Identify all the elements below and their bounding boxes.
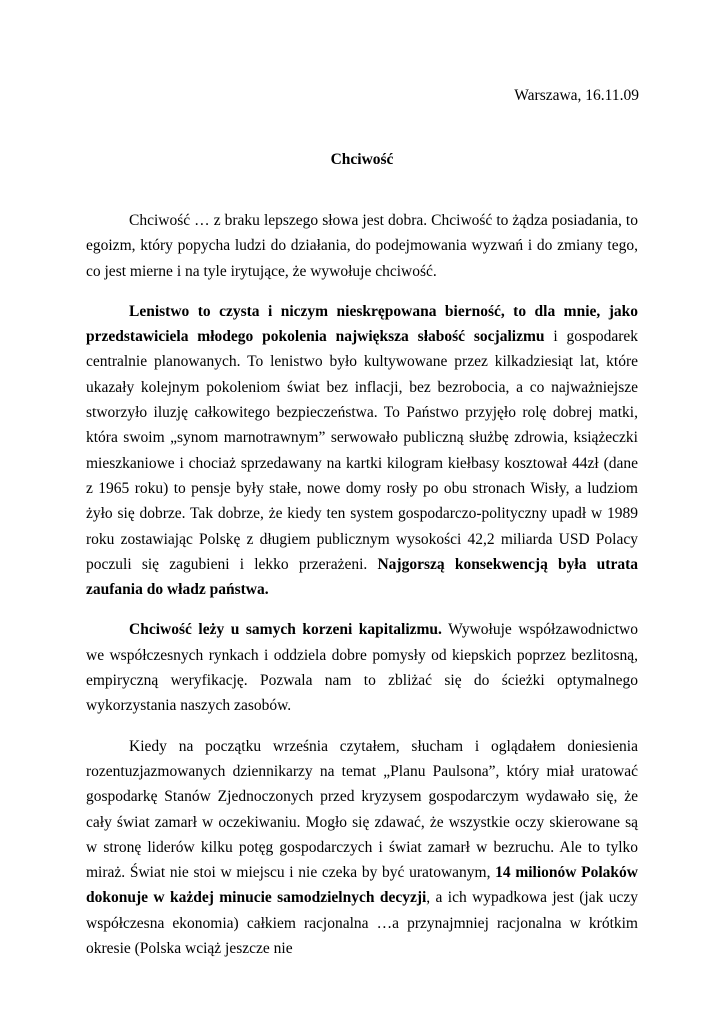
bold-phrase: Chciwość leży u samych korzeni kapitalizmu. [129, 621, 442, 639]
paragraph-text: Wywołuje współzawodnictwo we współczesnych rynkach i oddziela dobre pomysły od kiepskich poprzez bezlitosną, empiryczną weryfikację. Pozwala nam to zbliżać się do ścieżki optymalnego wykorzystania naszych zasobów. [86, 621, 639, 715]
bold-phrase: 14 milionów Polaków dokonuje w każdej minucie samodzielnych decyzji [86, 864, 638, 907]
bold-phrase: Lenistwo to czysta i niczym nieskrępowana bierność, to dla mnie, jako przedstawiciela młodego pokolenia największa słabość socjalizmu [86, 302, 638, 346]
date-line: Warszawa, 16.11.09 [514, 87, 639, 104]
paragraph-2 [86, 299, 638, 603]
paragraph-text: , a ich wypadkowa jest (jak uczy współczesna ekonomia) całkiem racjonalna …a przynajmniej racjonalna w krótkim okresie (Polska wciąż jeszcze nie [86, 889, 638, 958]
paragraph-text: Kiedy na początku września czytałem, słucham i oglądałem doniesienia rozentuzjazmowanych dziennikarzy na temat „Planu Paulsona”, który miał uratować gospodarkę Stanów Zjednoczonych przed kryzysem gospodarczym wydawało się, że cały świat zamarł w oczekiwaniu. Mogło się zdawać, że wszystkie oczy skierowane są w stronę liderów kilku potęg gospodarczych i świat zamarł w bezruchu. Ale to tylko miraż. Świat nie stoi w miejscu i nie czeka by być uratowanym, [86, 737, 638, 882]
document-body [86, 208, 638, 961]
bold-phrase: Najgorszą konsekwencją była utrata zaufania do władz państwa. [86, 555, 638, 599]
paragraph-text: Chciwość … z braku lepszego słowa jest dobra. Chciwość to żądza posiadania, to egoizm, który popycha ludzi do działania, do podejmowania wyzwań i do zmiany tego, co jest mierne i na tyle irytujące, że wywołuje chciwość. [86, 212, 638, 280]
paragraph-3 [86, 617, 638, 718]
paragraph-4 [86, 734, 638, 962]
paragraph-text: i gospodarek centralnie planowanych. To lenistwo było kultywowane przez kilkadziesiąt lat, które ukazały kolejnym pokoleniom świat bez inflacji, bez bezrobocia, a co najważniejsze stworzyło iluzję całkowitego bezpieczeństwa. To Państwo przyjęło rolę dobrej matki, która swoim „synom marnotrawnym” serwowało publiczną służbę zdrowia, książeczki mieszkaniowe i chociaż sprzedawany na kartki kilogram kiełbasy kosztował 44zł (dane z 1965 roku) to pensje były stałe, nowe domy rosły po obu stronach Wisły, a ludziom żyło się dobrze. Tak dobrze, że kiedy ten system gospodarczo-polityczny upadł w 1989 roku zostawiając Polskę z długiem publicznym wysokości 42,2 miliarda USD Polacy poczuli się zagubieni i lekko przerażeni. [86, 328, 638, 573]
document-title: Chciwość [330, 151, 394, 168]
paragraph-1 [86, 208, 638, 284]
